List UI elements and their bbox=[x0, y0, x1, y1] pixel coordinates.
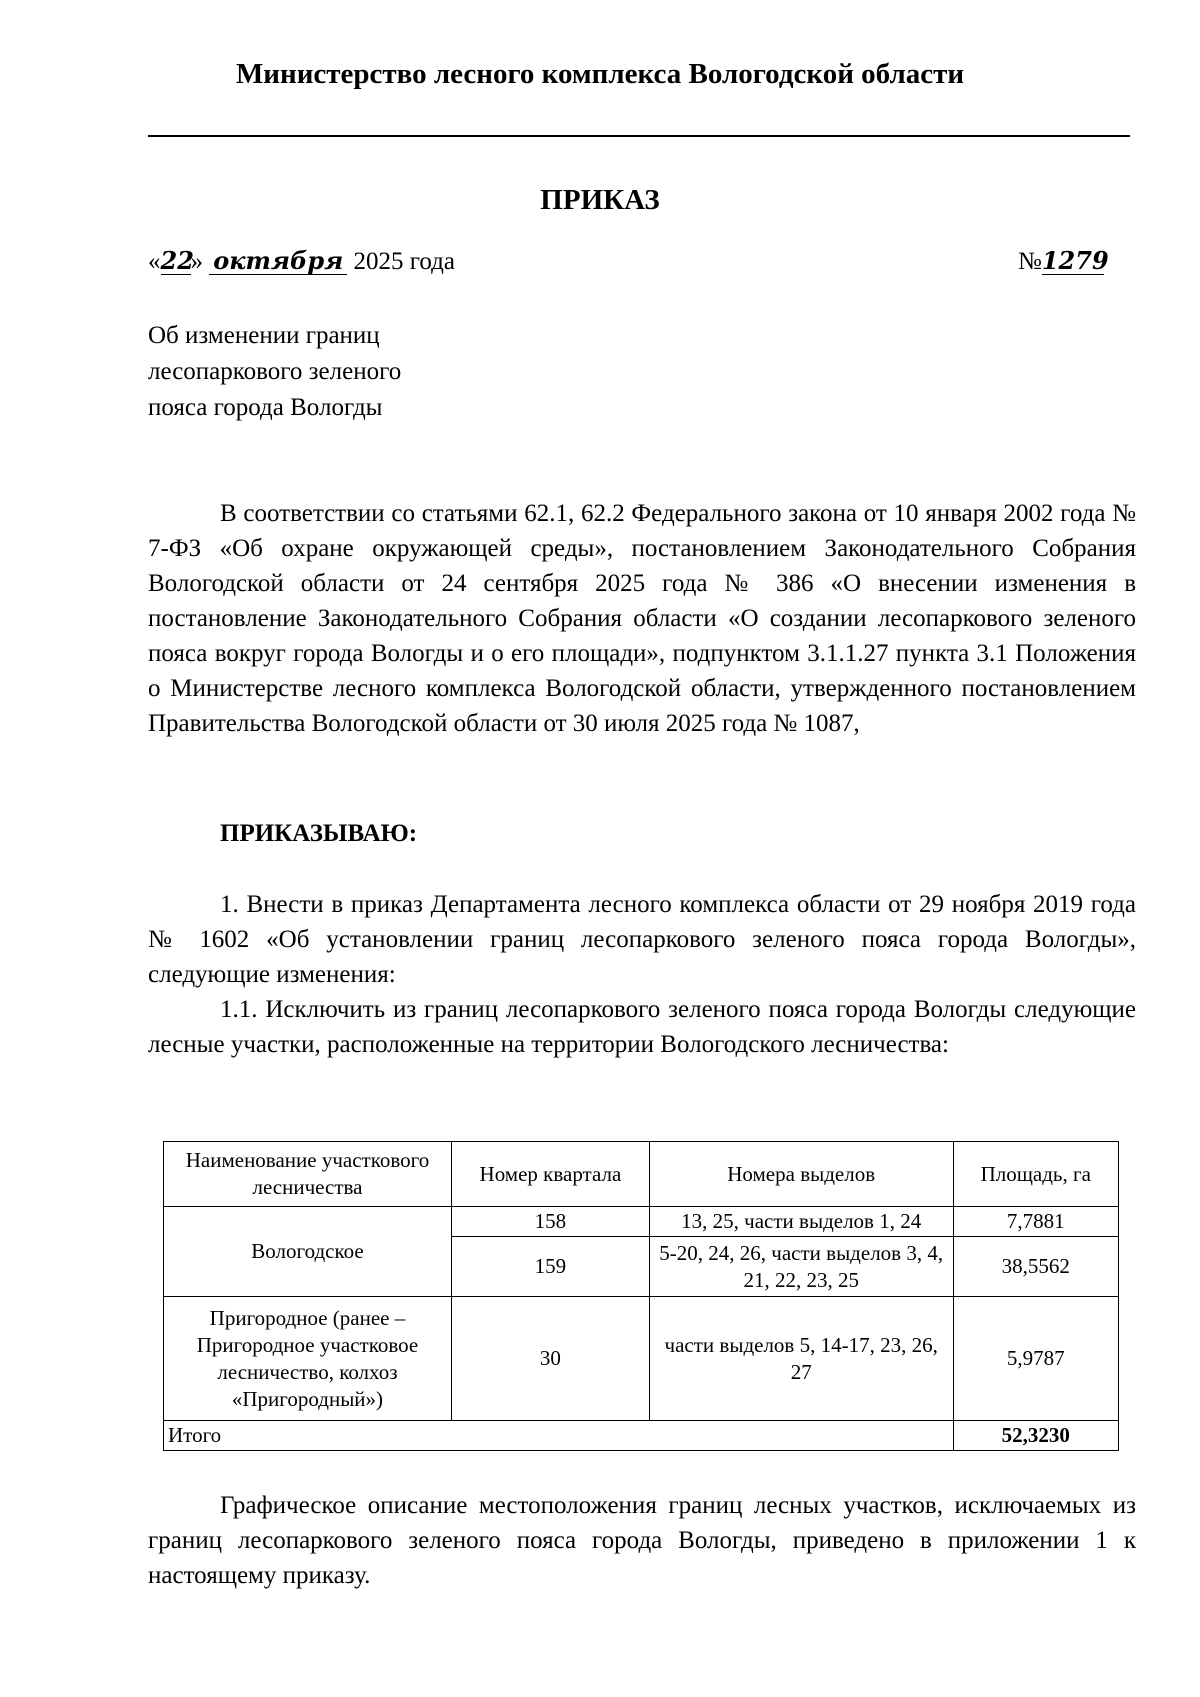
table-header-cell: Наименование участкового лесничества bbox=[164, 1142, 452, 1207]
order-word: ПРИКАЗЫВАЮ: bbox=[220, 820, 418, 847]
area-cell: 7,7881 bbox=[953, 1207, 1118, 1237]
area-cell: 5,9787 bbox=[953, 1297, 1118, 1421]
header-divider bbox=[148, 135, 1130, 137]
date-day: 22 bbox=[160, 246, 194, 275]
subject-line: лесопаркового зеленого bbox=[148, 358, 402, 385]
preamble-block bbox=[148, 496, 1136, 741]
date-year: 2025 года bbox=[353, 248, 455, 275]
plots-cell: 5-20, 24, 26, части выделов 3, 4, 21, 22, 23, 25 bbox=[649, 1237, 953, 1297]
order-subject bbox=[148, 318, 508, 426]
order-date bbox=[148, 248, 455, 276]
date-quote-close: » bbox=[190, 248, 203, 275]
quarter-cell: 30 bbox=[451, 1297, 649, 1421]
quarter-cell: 158 bbox=[451, 1207, 649, 1237]
table-header-row bbox=[164, 1142, 1119, 1207]
quarter-cell: 159 bbox=[451, 1237, 649, 1297]
plots-cell: 13, 25, части выделов 1, 24 bbox=[649, 1207, 953, 1237]
table-header-cell: Площадь, га bbox=[953, 1142, 1118, 1207]
plots-table bbox=[163, 1141, 1119, 1451]
date-month: октября bbox=[209, 248, 347, 275]
document-type: ПРИКАЗ bbox=[540, 184, 660, 216]
table-header-cell: Номер квартала bbox=[451, 1142, 649, 1207]
table-header-cell: Номера выделов bbox=[649, 1142, 953, 1207]
subject-line: пояса города Вологды bbox=[148, 394, 383, 421]
area-cell: 38,5562 bbox=[953, 1237, 1118, 1297]
order-number bbox=[1018, 246, 1109, 276]
closing-block bbox=[148, 1488, 1136, 1593]
forestry-name-cell: Вологодское bbox=[164, 1207, 452, 1297]
total-label-cell: Итого bbox=[164, 1421, 954, 1451]
number-prefix: № bbox=[1018, 248, 1042, 275]
subject-line: Об изменении границ bbox=[148, 322, 380, 349]
table-row bbox=[164, 1297, 1119, 1421]
preamble-paragraph: В соответствии со статьями 62.1, 62.2 Федерального закона от 10 января 2002 года № 7-ФЗ «Об охране окружающей среды», постановлением Законодательного Собрания Вологодской области от 24 сентября 2025 года № 386 «О внесении изменения в постановление Законодательного Собрания области «О создании лесопаркового зеленого пояса вокруг города Вологды и о его площади», подпунктом 3.1.1.27 пункта 3.1 Положения о Министерстве лесного комплекса Вологодской области, утвержденного постановлением Правительства Вологодской области от 30 июля 2025 года № 1087, bbox=[148, 500, 1136, 737]
total-value-cell: 52,3230 bbox=[953, 1421, 1118, 1451]
forestry-name-cell: Пригородное (ранее – Пригородное участковое лесничество, колхоз «Пригородный») bbox=[164, 1297, 452, 1421]
table-row bbox=[164, 1207, 1119, 1237]
items-block bbox=[148, 887, 1136, 1062]
table-total-row bbox=[164, 1421, 1119, 1451]
ministry-title: Министерство лесного комплекса Вологодской области bbox=[235, 58, 965, 90]
number-value: 1279 bbox=[1041, 246, 1109, 275]
item-1: 1. Внести в приказ Департамента лесного комплекса области от 29 ноября 2019 года № 1602 «Об установлении границ лесопаркового зеленого пояса города Вологды», следующие изменения: bbox=[148, 891, 1136, 988]
item-1-1: 1.1. Исключить из границ лесопаркового зеленого пояса города Вологды следующие лесные участки, расположенные на территории Вологодского лесничества: bbox=[148, 996, 1136, 1058]
closing-paragraph: Графическое описание местоположения границ лесных участков, исключаемых из границ лесопаркового зеленого пояса города Вологды, приведено в приложении 1 к настоящему приказу. bbox=[148, 1492, 1136, 1589]
date-quote-open: « bbox=[148, 248, 161, 275]
plots-cell: части выделов 5, 14-17, 23, 26, 27 bbox=[649, 1297, 953, 1421]
